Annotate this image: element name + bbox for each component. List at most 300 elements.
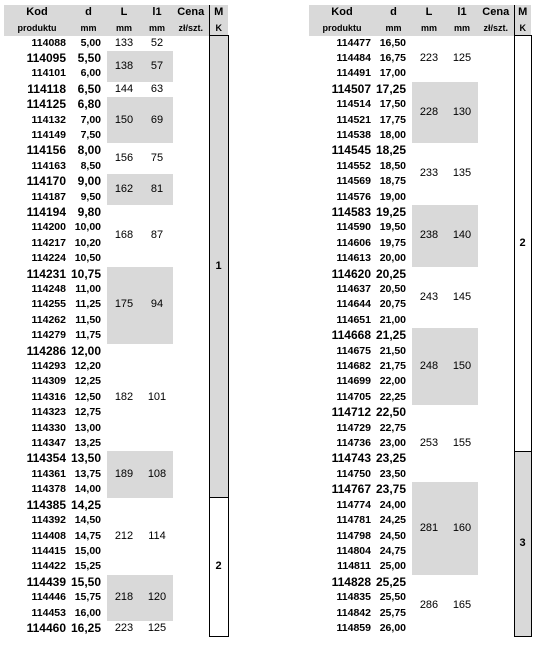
diameter-value: 16,75 xyxy=(379,51,406,64)
price-cell xyxy=(173,482,209,497)
product-code: 114101 xyxy=(31,67,66,80)
price-cell xyxy=(173,498,209,513)
mk-group-label: 1 xyxy=(209,36,228,498)
product-code: 114125 xyxy=(26,97,66,112)
diameter-value: 6,80 xyxy=(77,97,101,112)
price-cell xyxy=(478,205,514,220)
diameter-value: 12,75 xyxy=(74,406,101,419)
header-cena-unit: zł/szt. xyxy=(173,21,209,36)
diameter-value: 25,75 xyxy=(379,606,406,619)
diameter-value: 14,75 xyxy=(74,529,101,542)
product-code: 114682 xyxy=(336,360,371,373)
diameter-value: 17,00 xyxy=(379,67,406,80)
price-cell xyxy=(173,390,209,405)
diameter-value: 7,50 xyxy=(80,128,101,141)
length-l1-value: 165 xyxy=(452,598,472,611)
price-cell xyxy=(478,51,514,66)
diameter-value: 24,25 xyxy=(379,514,406,527)
table-row xyxy=(309,482,531,497)
length-L-value: 156 xyxy=(114,152,134,165)
price-cell xyxy=(173,297,209,312)
product-code: 114323 xyxy=(31,406,66,419)
diameter-value: 23,00 xyxy=(379,437,406,450)
price-cell xyxy=(173,251,209,266)
header-k: K xyxy=(514,21,531,36)
price-cell xyxy=(173,313,209,328)
diameter-value: 26,00 xyxy=(379,621,406,634)
table-row xyxy=(4,36,228,51)
price-cell xyxy=(173,205,209,220)
product-code: 114118 xyxy=(27,81,66,96)
header-kod-sub: produktu xyxy=(309,21,375,36)
table-row xyxy=(309,328,531,343)
price-cell xyxy=(173,621,209,636)
product-code: 114637 xyxy=(336,283,371,295)
product-code: 114521 xyxy=(336,113,371,126)
diameter-value: 5,50 xyxy=(77,50,101,65)
length-L-value: 238 xyxy=(412,205,446,267)
diameter-value: 19,00 xyxy=(379,190,406,203)
price-cell xyxy=(478,113,514,128)
header-m: M xyxy=(209,5,228,21)
diameter-value: 20,25 xyxy=(375,266,406,281)
product-code: 114392 xyxy=(31,514,66,527)
product-code: 114088 xyxy=(31,36,66,49)
product-table-left xyxy=(4,5,229,637)
diameter-value: 25,00 xyxy=(379,560,406,573)
diameter-value: 23,25 xyxy=(375,451,406,466)
price-cell xyxy=(173,220,209,235)
diameter-value: 17,75 xyxy=(379,113,406,126)
price-cell xyxy=(478,621,514,636)
diameter-value: 6,00 xyxy=(80,67,101,80)
price-cell xyxy=(173,606,209,621)
price-cell xyxy=(173,82,209,97)
product-code: 114422 xyxy=(31,560,66,573)
header-l1: l1 xyxy=(141,5,173,21)
header-L-unit: mm xyxy=(107,21,141,36)
diameter-value: 16,25 xyxy=(70,620,101,635)
length-L-value: 253 xyxy=(419,437,439,450)
header-kod: Kod xyxy=(4,5,70,21)
price-cell xyxy=(478,174,514,189)
mk-group-label: 2 xyxy=(209,498,228,637)
price-cell xyxy=(478,282,514,297)
length-L-value: 189 xyxy=(107,451,141,497)
product-code: 114491 xyxy=(336,67,371,80)
product-code: 114699 xyxy=(336,375,371,388)
product-code: 114460 xyxy=(26,620,66,635)
diameter-value: 19,25 xyxy=(375,204,406,219)
price-cell xyxy=(478,36,514,51)
diameter-value: 16,00 xyxy=(74,606,101,619)
price-cell xyxy=(478,344,514,359)
diameter-value: 11,75 xyxy=(75,329,101,342)
price-cell xyxy=(478,498,514,513)
header-d-unit: mm xyxy=(70,21,107,36)
table-row xyxy=(309,267,531,282)
price-cell xyxy=(173,282,209,297)
price-cell xyxy=(173,174,209,189)
diameter-value: 9,00 xyxy=(77,174,101,189)
product-code: 114712 xyxy=(331,405,371,420)
product-code: 114811 xyxy=(337,560,371,573)
diameter-value: 22,75 xyxy=(379,421,406,434)
product-code: 114262 xyxy=(31,313,66,326)
price-cell xyxy=(173,267,209,282)
table-row xyxy=(4,451,228,466)
product-code: 114484 xyxy=(336,51,371,64)
price-cell xyxy=(173,590,209,605)
product-code: 114668 xyxy=(331,328,371,343)
diameter-value: 23,75 xyxy=(375,482,406,497)
length-l1-value: 81 xyxy=(141,174,173,205)
length-l1-value: 101 xyxy=(147,390,167,403)
length-l1-value: 63 xyxy=(150,82,164,95)
length-L-value: 162 xyxy=(107,174,141,205)
price-cell xyxy=(173,190,209,205)
product-code: 114330 xyxy=(31,421,66,434)
header-m: M xyxy=(514,5,531,21)
price-cell xyxy=(478,575,514,590)
product-code: 114439 xyxy=(26,574,66,589)
product-code: 114446 xyxy=(31,591,66,604)
product-code: 114477 xyxy=(336,36,371,49)
header-l1: l1 xyxy=(446,5,478,21)
header-l1-unit: mm xyxy=(141,21,173,36)
table-row xyxy=(4,205,228,220)
price-cell xyxy=(478,313,514,328)
length-l1-value: 114 xyxy=(148,529,166,542)
price-cell xyxy=(173,359,209,374)
length-L-value: 286 xyxy=(419,598,439,611)
diameter-value: 21,25 xyxy=(375,328,406,343)
price-cell xyxy=(478,374,514,389)
diameter-value: 12,50 xyxy=(74,390,101,403)
diameter-value: 6,50 xyxy=(77,81,101,96)
diameter-value: 10,20 xyxy=(74,236,101,249)
diameter-value: 18,75 xyxy=(379,175,406,188)
product-code: 114590 xyxy=(336,221,371,234)
diameter-value: 9,80 xyxy=(77,204,101,219)
price-cell xyxy=(173,236,209,251)
diameter-value: 22,50 xyxy=(375,405,406,420)
header-l1-unit: mm xyxy=(446,21,478,36)
table-row xyxy=(4,498,228,513)
diameter-value: 21,50 xyxy=(379,344,406,357)
product-code: 114538 xyxy=(336,128,371,141)
price-cell xyxy=(173,421,209,436)
diameter-value: 10,50 xyxy=(74,252,101,265)
product-code: 114583 xyxy=(331,204,371,219)
product-code: 114828 xyxy=(331,574,371,589)
header-d: d xyxy=(375,5,412,21)
price-cell xyxy=(173,159,209,174)
product-code: 114132 xyxy=(31,113,66,126)
length-l1-value: 155 xyxy=(452,437,472,450)
product-code: 114835 xyxy=(336,591,371,604)
diameter-value: 11,00 xyxy=(75,283,101,295)
table-row xyxy=(309,36,531,51)
diameter-value: 11,25 xyxy=(75,298,101,311)
diameter-value: 18,50 xyxy=(379,159,406,172)
length-l1-value: 75 xyxy=(150,152,164,165)
length-l1-value: 145 xyxy=(452,290,472,303)
price-cell xyxy=(478,267,514,282)
length-l1-value: 69 xyxy=(141,97,173,143)
diameter-value: 17,25 xyxy=(375,81,406,96)
product-code: 114750 xyxy=(336,467,371,480)
product-code: 114255 xyxy=(31,298,66,311)
diameter-value: 19,75 xyxy=(379,236,406,249)
header-d: d xyxy=(70,5,107,21)
price-cell xyxy=(478,128,514,143)
mk-group-label: 3 xyxy=(514,451,531,636)
price-cell xyxy=(478,513,514,528)
price-cell xyxy=(173,405,209,420)
product-code: 114453 xyxy=(31,606,66,619)
right-table xyxy=(309,5,532,637)
product-code: 114149 xyxy=(31,128,66,141)
table-row xyxy=(4,344,228,359)
diameter-value: 24,00 xyxy=(379,498,406,511)
product-code: 114279 xyxy=(31,329,66,342)
length-L-value: 138 xyxy=(107,51,141,82)
price-cell xyxy=(478,359,514,374)
product-code: 114705 xyxy=(336,390,371,403)
diameter-value: 19,50 xyxy=(379,221,406,234)
product-code: 114576 xyxy=(336,190,371,203)
diameter-value: 14,50 xyxy=(74,514,101,527)
diameter-value: 11,50 xyxy=(75,313,101,326)
price-cell xyxy=(173,559,209,574)
price-cell xyxy=(478,529,514,544)
product-code: 114293 xyxy=(31,360,66,373)
product-code: 114644 xyxy=(336,298,371,311)
diameter-value: 13,00 xyxy=(74,421,101,434)
table-row xyxy=(309,405,531,420)
diameter-value: 14,00 xyxy=(74,483,101,496)
table-row xyxy=(309,205,531,220)
table-row xyxy=(4,621,228,636)
product-code: 114606 xyxy=(336,236,371,249)
diameter-value: 13,50 xyxy=(70,451,101,466)
product-table-right xyxy=(309,5,532,637)
product-code: 114507 xyxy=(331,81,371,96)
price-cell xyxy=(478,251,514,266)
length-L-value: 182 xyxy=(114,390,134,403)
product-code: 114095 xyxy=(26,50,66,65)
diameter-value: 12,25 xyxy=(74,375,101,388)
product-code: 114163 xyxy=(31,159,66,172)
product-code: 114651 xyxy=(336,313,371,326)
price-cell xyxy=(478,66,514,81)
product-code: 114859 xyxy=(336,621,371,634)
table-row xyxy=(4,575,228,590)
table-row xyxy=(309,82,531,97)
diameter-value: 15,25 xyxy=(74,560,101,573)
price-cell xyxy=(478,405,514,420)
product-code: 114170 xyxy=(26,174,66,189)
price-cell xyxy=(173,529,209,544)
table-row xyxy=(4,97,228,112)
diameter-value: 24,50 xyxy=(379,529,406,542)
length-l1-value: 150 xyxy=(446,328,478,405)
product-code: 114774 xyxy=(336,498,371,511)
diameter-value: 13,75 xyxy=(74,467,101,480)
length-l1-value: 52 xyxy=(150,36,164,49)
header-L: L xyxy=(412,5,446,21)
product-code: 114231 xyxy=(26,266,66,281)
price-cell xyxy=(478,482,514,497)
price-cell xyxy=(478,559,514,574)
length-L-value: 150 xyxy=(107,97,141,143)
price-cell xyxy=(173,451,209,466)
product-code: 114415 xyxy=(31,544,66,557)
header-L: L xyxy=(107,5,141,21)
table-row xyxy=(309,143,531,158)
product-code: 114385 xyxy=(26,497,66,512)
length-l1-value: 135 xyxy=(452,167,472,180)
length-L-value: 168 xyxy=(114,229,134,242)
diameter-value: 24,75 xyxy=(379,544,406,557)
price-cell xyxy=(173,436,209,451)
product-code: 114200 xyxy=(31,221,66,234)
price-cell xyxy=(173,143,209,158)
product-code: 114309 xyxy=(31,375,66,388)
length-l1-value: 130 xyxy=(446,82,478,144)
product-code: 114842 xyxy=(336,606,371,619)
length-l1-value: 125 xyxy=(452,51,472,64)
diameter-value: 21,75 xyxy=(379,360,406,373)
price-cell xyxy=(173,113,209,128)
product-code: 114378 xyxy=(31,483,66,496)
price-cell xyxy=(478,436,514,451)
product-code: 114620 xyxy=(331,266,371,281)
price-cell xyxy=(173,467,209,482)
diameter-value: 25,25 xyxy=(375,574,406,589)
table-row xyxy=(309,575,531,590)
length-L-value: 233 xyxy=(419,167,439,180)
product-code: 114569 xyxy=(336,175,371,188)
length-L-value: 175 xyxy=(107,267,141,344)
diameter-value: 17,50 xyxy=(379,98,406,111)
length-l1-value: 87 xyxy=(150,229,164,242)
price-cell xyxy=(173,36,209,51)
product-code: 114217 xyxy=(31,236,66,249)
diameter-value: 10,75 xyxy=(70,266,101,281)
length-L-value: 281 xyxy=(412,482,446,574)
header-cena: Cena xyxy=(173,5,209,21)
header-d-unit: mm xyxy=(375,21,412,36)
length-L-value: 223 xyxy=(114,621,134,634)
product-code: 114187 xyxy=(31,190,66,203)
product-code: 114408 xyxy=(31,529,66,542)
length-l1-value: 108 xyxy=(141,451,173,497)
diameter-value: 12,00 xyxy=(70,343,101,358)
product-code: 114514 xyxy=(336,98,371,111)
product-code: 114248 xyxy=(31,283,66,295)
header-kod-sub: produktu xyxy=(4,21,70,36)
length-L-value: 144 xyxy=(114,82,134,95)
product-code: 114156 xyxy=(26,143,66,158)
price-cell xyxy=(173,544,209,559)
price-cell xyxy=(478,328,514,343)
price-cell xyxy=(478,190,514,205)
price-cell xyxy=(478,544,514,559)
length-l1-value: 125 xyxy=(147,621,167,634)
length-L-value: 248 xyxy=(412,328,446,405)
length-l1-value: 94 xyxy=(141,267,173,344)
length-L-value: 218 xyxy=(107,575,141,621)
price-cell xyxy=(478,590,514,605)
price-cell xyxy=(478,159,514,174)
length-L-value: 228 xyxy=(412,82,446,144)
diameter-value: 14,25 xyxy=(70,497,101,512)
table-row xyxy=(4,143,228,158)
header-cena: Cena xyxy=(478,5,514,21)
product-code: 114286 xyxy=(26,343,66,358)
left-table xyxy=(4,5,229,637)
diameter-value: 23,50 xyxy=(379,467,406,480)
header-cena-unit: zł/szt. xyxy=(478,21,514,36)
diameter-value: 15,75 xyxy=(74,591,101,604)
header-kod: Kod xyxy=(309,5,375,21)
length-L-value: 212 xyxy=(114,529,134,542)
length-l1-value: 57 xyxy=(141,51,173,82)
price-cell xyxy=(478,143,514,158)
price-cell xyxy=(478,236,514,251)
price-cell xyxy=(478,297,514,312)
length-L-value: 133 xyxy=(114,36,134,49)
diameter-value: 8,50 xyxy=(80,159,101,172)
mk-group-label: 2 xyxy=(514,36,531,452)
diameter-value: 20,50 xyxy=(379,283,406,295)
product-code: 114545 xyxy=(331,143,371,158)
diameter-value: 5,00 xyxy=(80,36,101,49)
product-code: 114552 xyxy=(336,159,371,172)
product-code: 114736 xyxy=(336,437,371,450)
product-code: 114767 xyxy=(331,482,371,497)
product-code: 114224 xyxy=(31,252,66,265)
header-k: K xyxy=(209,21,228,36)
product-code: 114613 xyxy=(336,252,371,265)
price-cell xyxy=(173,328,209,343)
product-code: 114316 xyxy=(31,390,66,403)
diameter-value: 21,00 xyxy=(379,313,406,326)
product-code: 114743 xyxy=(331,451,371,466)
product-code: 114781 xyxy=(336,514,371,527)
price-cell xyxy=(478,220,514,235)
length-l1-value: 140 xyxy=(446,205,478,267)
length-l1-value: 120 xyxy=(141,575,173,621)
diameter-value: 25,50 xyxy=(379,591,406,604)
diameter-value: 15,00 xyxy=(74,544,101,557)
product-code: 114347 xyxy=(31,437,66,450)
diameter-value: 22,00 xyxy=(379,375,406,388)
product-code: 114354 xyxy=(26,451,66,466)
price-cell xyxy=(478,451,514,466)
length-L-value: 223 xyxy=(419,51,439,64)
price-cell xyxy=(173,97,209,112)
diameter-value: 20,75 xyxy=(379,298,406,311)
length-L-value: 243 xyxy=(419,290,439,303)
diameter-value: 15,50 xyxy=(70,574,101,589)
price-cell xyxy=(478,82,514,97)
header-L-unit: mm xyxy=(412,21,446,36)
product-code: 114194 xyxy=(26,204,66,219)
product-code: 114804 xyxy=(336,544,371,557)
